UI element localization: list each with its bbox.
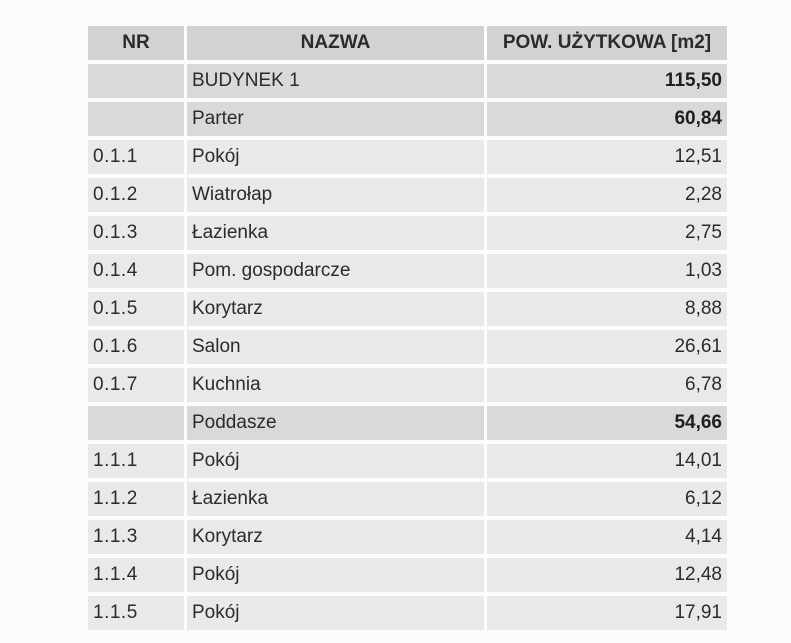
table-row [88,292,727,326]
row-number-cell [88,64,184,98]
table-body [88,64,727,630]
row-area-cell: 54,66 [487,406,727,440]
table-row [88,330,727,364]
row-name-cell: Korytarz [187,292,484,326]
row-number-cell: 0.1.2 [88,178,184,212]
table-row [88,520,727,554]
row-area-cell: 26,61 [487,330,727,364]
row-number-cell: 1.1.1 [88,444,184,478]
row-area-cell: 2,28 [487,178,727,212]
row-name-cell: Wiatrołap [187,178,484,212]
row-name-cell: BUDYNEK 1 [187,64,484,98]
row-name-cell: Parter [187,102,484,136]
row-name-cell: Pokój [187,140,484,174]
row-area-cell: 2,75 [487,216,727,250]
room-area-table [85,22,730,634]
table-row [88,254,727,288]
row-number-cell: 0.1.7 [88,368,184,402]
row-number-cell: 1.1.4 [88,558,184,592]
row-area-cell: 6,12 [487,482,727,516]
table-row [88,482,727,516]
row-area-cell: 6,78 [487,368,727,402]
row-number-cell: 0.1.4 [88,254,184,288]
table-row [88,216,727,250]
table-row [88,178,727,212]
header-nr: NR [88,26,184,60]
row-name-cell: Korytarz [187,520,484,554]
row-name-cell: Salon [187,330,484,364]
row-number-cell: 0.1.1 [88,140,184,174]
table-row [88,558,727,592]
row-number-cell [88,102,184,136]
section-row [88,64,727,98]
header-name: NAZWA [187,26,484,60]
row-area-cell: 8,88 [487,292,727,326]
table-row [88,368,727,402]
row-name-cell: Pokój [187,558,484,592]
row-area-cell: 12,48 [487,558,727,592]
row-name-cell: Pom. gospodarcze [187,254,484,288]
row-name-cell: Pokój [187,596,484,630]
row-name-cell: Pokój [187,444,484,478]
section-row [88,102,727,136]
row-area-cell: 60,84 [487,102,727,136]
row-number-cell [88,406,184,440]
table-row [88,596,727,630]
row-area-cell: 17,91 [487,596,727,630]
row-number-cell: 1.1.3 [88,520,184,554]
row-number-cell: 1.1.2 [88,482,184,516]
row-area-cell: 1,03 [487,254,727,288]
table-header-row [88,26,727,60]
row-number-cell: 0.1.3 [88,216,184,250]
row-area-cell: 14,01 [487,444,727,478]
table-row [88,140,727,174]
row-number-cell: 0.1.6 [88,330,184,364]
row-number-cell: 1.1.5 [88,596,184,630]
row-name-cell: Poddasze [187,406,484,440]
row-name-cell: Kuchnia [187,368,484,402]
table-row [88,444,727,478]
row-area-cell: 12,51 [487,140,727,174]
row-name-cell: Łazienka [187,482,484,516]
header-area: POW. UŻYTKOWA [m2] [487,26,727,60]
row-number-cell: 0.1.5 [88,292,184,326]
row-area-cell: 115,50 [487,64,727,98]
row-area-cell: 4,14 [487,520,727,554]
section-row [88,406,727,440]
row-name-cell: Łazienka [187,216,484,250]
